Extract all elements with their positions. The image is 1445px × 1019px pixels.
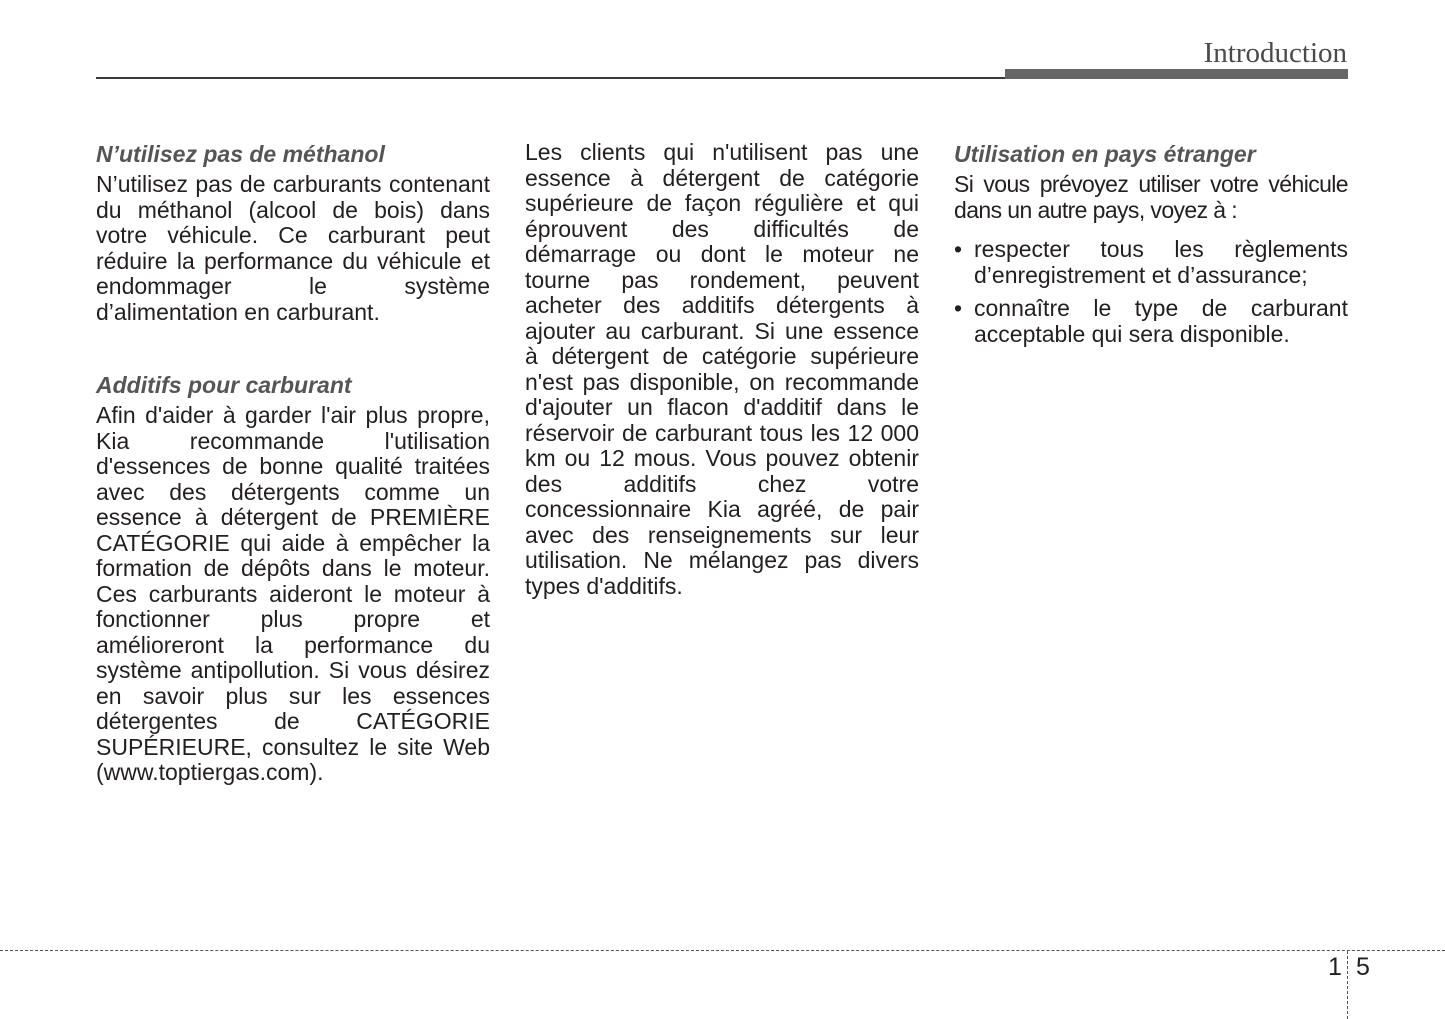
middle-column: [525, 140, 919, 599]
header-bar: [1005, 69, 1348, 79]
additives-heading: Additifs pour carburant: [96, 372, 352, 398]
page-number: 5: [1356, 953, 1370, 981]
section-spacer: [96, 325, 490, 371]
additives-paragraph: Afin d'aider à garder l'air plus propre, Kia recommande l'utilisation d'essences de bonne qualité traitées avec des détergents comme un essence à détergent de PREMIÈRE CATÉGORIE qui aide à empêcher la formation de dépôts dans le moteur. Ces carburants aideront le moteur à fonctionner plus propre et amélioreront la performance du système antipollution. Si vous désirez en savoir plus sur les essences détergentes de CATÉGORIE SUPÉRIEURE, consultez le site Web (www.toptiergas.com).: [96, 402, 490, 785]
header-rule: [96, 77, 1006, 79]
list-item: [954, 237, 1348, 288]
footer-dashed-rule: [0, 950, 1445, 951]
foreign-country-heading: Utilisation en pays étranger: [954, 141, 1256, 167]
methanol-paragraph: N’utilisez pas de carburants contenant du méthanol (alcool de bois) dans votre véhicule. Ce carburant peut réduire la performance du véhicule et endommager le système d’alimentation en carburant.: [96, 171, 490, 325]
footer-page-divider: [1347, 951, 1348, 1019]
list-item-text: connaître le type de carburant acceptable qui sera disponible.: [974, 295, 1348, 347]
bullet-icon: •: [954, 295, 963, 321]
foreign-country-list: [954, 237, 1348, 347]
page-header-title: Introduction: [1203, 37, 1347, 69]
methanol-heading: N’utilisez pas de méthanol: [96, 141, 385, 167]
bullet-icon: •: [954, 236, 963, 262]
foreign-country-intro: Si vous prévoyez utiliser votre véhicule dans un autre pays, voyez à :: [954, 171, 1348, 223]
left-column: [96, 140, 490, 786]
page-chapter-number: 1: [1328, 953, 1342, 981]
list-item: [954, 296, 1348, 347]
right-column: [954, 140, 1348, 355]
list-item-text: respecter tous les règlements d’enregistrement et d’assurance;: [974, 236, 1348, 288]
detergent-paragraph: Les clients qui n'utilisent pas une essence à détergent de catégorie supérieure de façon régulière et qui éprouvent des difficultés de démarrage ou dont le moteur ne tourne pas rondement, peuvent acheter des additifs détergents à ajouter au carburant. Si une essence à détergent de catégorie supérieure n'est pas disponible, on recommande d'ajouter un flacon d'additif dans le réservoir de carburant tous les 12 000 km ou 12 mous. Vous pouvez obtenir des additifs chez votre concessionnaire Kia agréé, de pair avec des renseignements sur leur utilisation. Ne mélangez pas divers types d'additifs.: [525, 139, 919, 599]
